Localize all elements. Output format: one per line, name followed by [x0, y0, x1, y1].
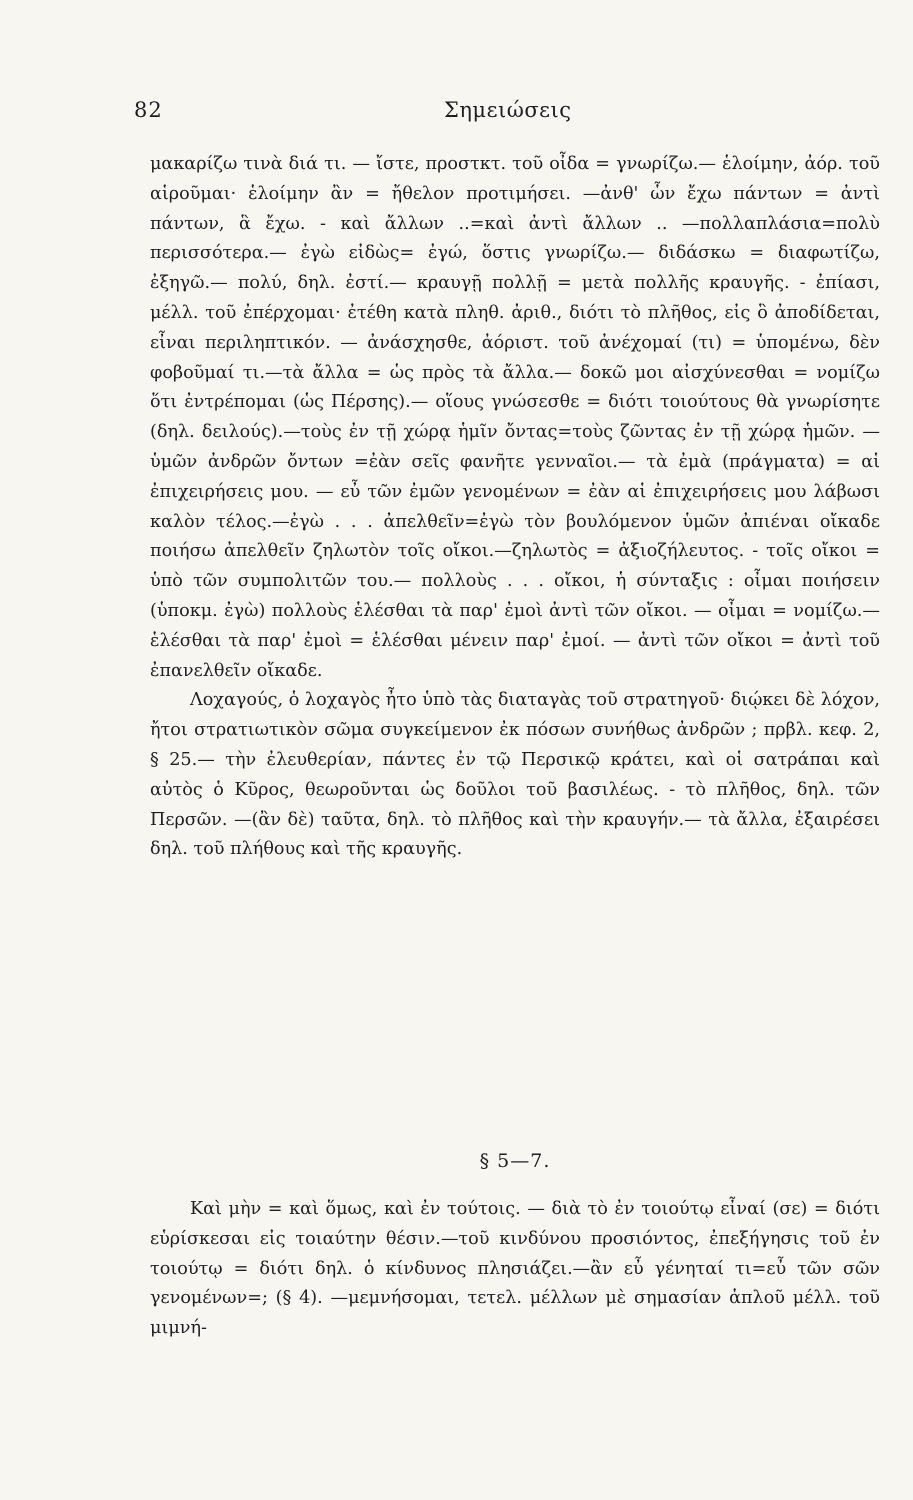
notes-paragraph-3: Καὶ μὴν = καὶ ὅμως, καὶ ἐν τούτοις. — διὰ τὸ ἐν τοιούτῳ εἶναί (σε) = διότι εὑρίσκεσαι εἰς τοιαύτην θέσιν.—τοῦ κινδύνου προσιόντος, ἐπεξήγησις τοῦ ἐν τοιούτῳ = διότι δηλ. ὁ κίνδυνος πλησιάζει.—ἂν εὖ γένηταί τι=εὖ τῶν σῶν γενομένων=; (§ 4). —μεμνήσομαι, τετελ. μέλλων μὲ σημασίαν ἁπλοῦ μέλλ. τοῦ μιμνή- — [150, 1199, 880, 1339]
page-header — [134, 98, 874, 132]
notes-paragraph-2: Λοχαγούς, ὁ λοχαγὸς ἦτο ὑπὸ τὰς διαταγὰς τοῦ στρατηγοῦ· διῴκει δὲ λόχον, ἤτοι στρατιωτικὸν σῶμα συγκείμενον ἐκ πόσων συνήθως ἀνδρῶν ; πρβλ. κεφ. 2, § 25.— τὴν ἐλευθερίαν, πάντες ἐν τῷ Περσικῷ κράτει, καὶ οἱ σατράπαι καὶ αὐτὸς ὁ Κῦρος, θεωροῦνται ὡς δοῦλοι τοῦ βασιλέως. - τὸ πλῆθος, δηλ. τῶν Περσῶν. —(ἂν δὲ) ταῦτα, δηλ. τὸ πλῆθος καὶ τὴν κραυγήν.— τὰ ἄλλα, ἐξαιρέσει δηλ. τοῦ πλήθους καὶ τῆς κραυγῆς. — [150, 690, 880, 860]
page-number: 82 — [134, 98, 163, 122]
notes-body — [150, 150, 880, 865]
running-title: Σημειώσεις — [444, 98, 572, 122]
notes-body-continued — [150, 1195, 880, 1344]
notes-paragraph-1: μακαρίζω τινὰ διά τι. — ἴστε, προστκτ. τοῦ οἶδα = γνωρίζω.— ἑλοίμην, ἀόρ. τοῦ αἱροῦμαι· ἑλοίμην ἂν = ἤθελον προτιμήσει. —ἀνθ' ὧν ἔχω πάντων = ἀντὶ πάντων, ἃ ἔχω. - καὶ ἄλλων ..=καὶ ἀντὶ ἄλλων .. —πολλαπλάσια=πολὺ περισσότερα.— ἐγὼ εἰδὼς= ἐγώ, ὅστις γνωρίζω.— διδάσκω = διαφωτίζω, ἐξηγῶ.— πολύ, δηλ. ἐστί.— κραυγῇ πολλῇ = μετὰ πολλῆς κραυγῆς. - ἐπίασι, μέλλ. τοῦ ἐπέρχομαι· ἐτέθη κατὰ πληθ. ἀριθ., διότι τὸ πλῆθος, εἰς ὃ ἀποδίδεται, εἶναι περιληπτικόν. — ἀνάσχησθε, ἀόριστ. τοῦ ἀνέχομαί (τι) = ὑπομένω, δὲν φοβοῦμαί τι.—τὰ ἄλλα = ὡς πρὸς τὰ ἄλλα.— δοκῶ μοι αἰσχύνεσθαι = νομίζω ὅτι ἐντρέπομαι (ὡς Πέρσης).— οἵους γνώσεσθε = διότι τοιούτους θὰ γνωρίσητε (δηλ. δειλούς).—τοὺς ἐν τῇ χώρᾳ ἡμῖν ὄντας=τοὺς ζῶντας ἐν τῇ χώρᾳ ἡμῶν. — ὑμῶν ἀνδρῶν ὄντων =ἐὰν σεῖς φανῆτε γενναῖοι.— τὰ ἐμὰ (πράγματα) = αἱ ἐπιχειρήσεις μου. — εὖ τῶν ἐμῶν γενομένων = ἐὰν αἱ ἐπιχειρήσεις μου λάβωσι καλὸν τέλος.—ἐγὼ . . . ἀπελθεῖν=ἐγὼ τὸν βουλόμενον ὑμῶν ἀπιέναι οἴκαδε ποιήσω ἀπελθεῖν ζηλωτὸν τοῖς οἴκοι.—ζηλωτὸς = ἀξιοζήλευτος. - τοῖς οἴκοι = ὑπὸ τῶν συμπολιτῶν του.— πολλοὺς . . . οἴκοι, ἡ σύνταξις : οἶμαι ποιήσειν (ὑποκμ. ἐγὼ) πολλοὺς ἑλέσθαι τὰ παρ' ἐμοὶ ἀντὶ τῶν οἴκοι. — οἶμαι = νομίζω.—ἑλέσθαι τὰ παρ' ἐμοὶ = ἑλέσθαι μένειν παρ' ἐμοί. — ἀντὶ τῶν οἴκοι = ἀντὶ τοῦ ἐπανελθεῖν οἴκαδε. — [150, 154, 880, 681]
section-heading: § 5—7. — [479, 1150, 551, 1172]
